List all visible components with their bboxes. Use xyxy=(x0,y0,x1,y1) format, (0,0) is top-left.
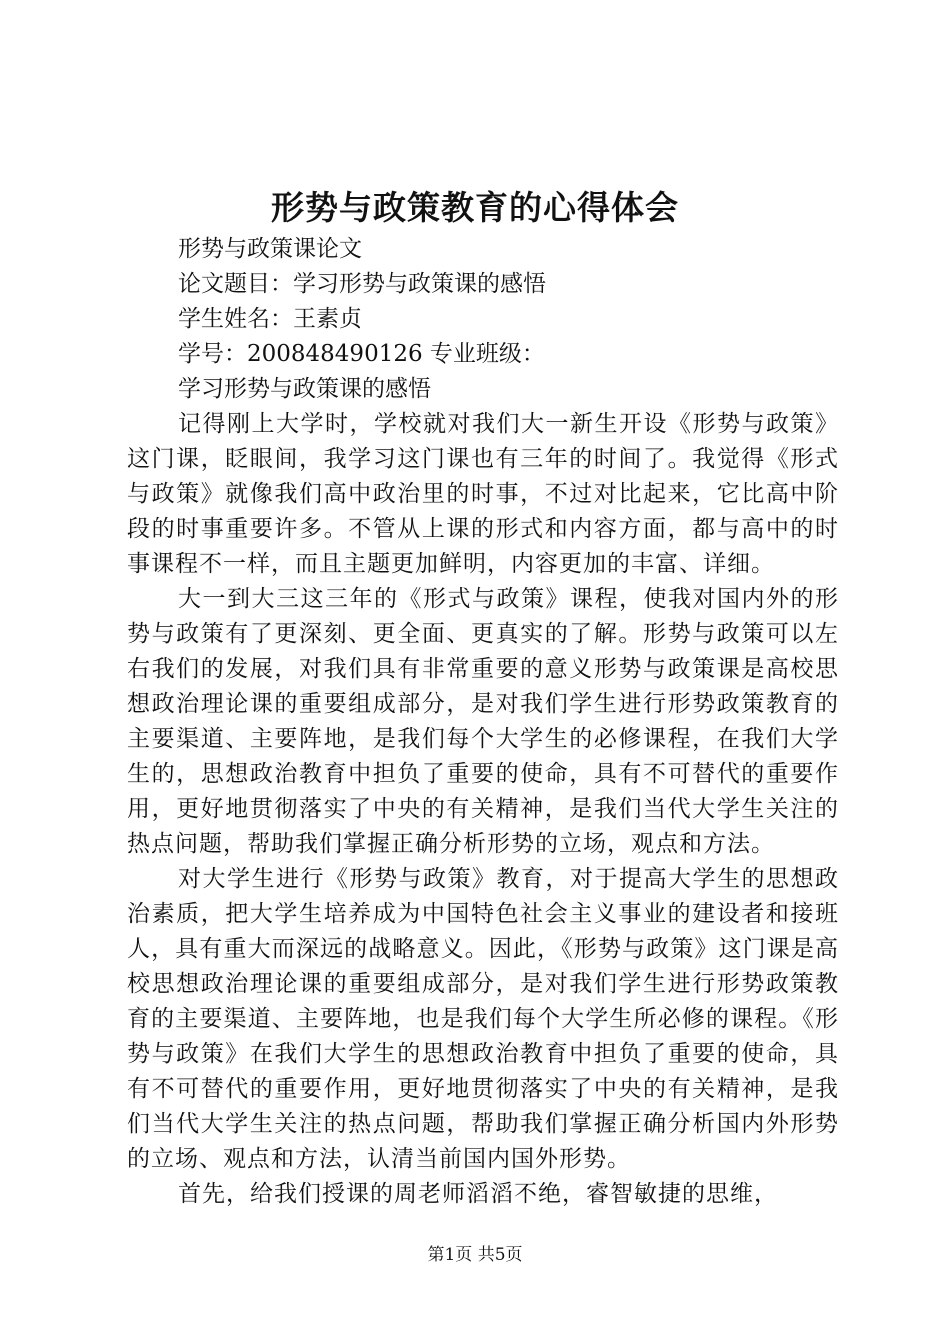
student-name-line: 学生姓名：王素贞 xyxy=(178,306,362,332)
document-body xyxy=(127,232,839,1212)
paper-type-line: 形势与政策课论文 xyxy=(178,236,362,262)
student-id-class-line: 学号：200848490126 专业班级： xyxy=(178,341,545,367)
paper-topic-line: 论文题目：学习形势与政策课的感悟 xyxy=(178,271,546,297)
document-title: 形势与政策教育的心得体会 xyxy=(271,188,679,227)
body-paragraph-1: 记得刚上大学时，学校就对我们大一新生开设《形势与政策》这门课，眨眼间，我学习这门课也有三年的时间了。我觉得《形式与政策》就像我们高中政治里的时事，不过对比起来，它比高中阶段的时事重要许多。不管从上课的形式和内容方面，都与高中的时事课程不一样，而且主题更加鲜明，内容更加的丰富、详细。 xyxy=(127,411,839,577)
body-paragraph-3: 对大学生进行《形势与政策》教育，对于提高大学生的思想政治素质，把大学生培养成为中国特色社会主义事业的建设者和接班人，具有重大而深远的战略意义。因此，《形势与政策》这门课是高校思想政治理论课的重要组成部分，是对我们学生进行形势政策教育的主要渠道、主要阵地，也是我们每个大学生所必修的课程。《形势与政策》在我们大学生的思想政治教育中担负了重要的使命，具有不可替代的重要作用，更好地贯彻落实了中央的有关精神，是我们当代大学生关注的热点问题，帮助我们掌握正确分析国内外形势的立场、观点和方法，认清当前国内国外形势。 xyxy=(127,866,839,1172)
body-paragraph-4: 首先，给我们授课的周老师滔滔不绝，睿智敏捷的思维， xyxy=(178,1181,778,1207)
essay-subtitle-line: 学习形势与政策课的感悟 xyxy=(178,376,431,402)
page-footer: 第1页 共5页 xyxy=(427,1245,523,1265)
body-paragraph-2: 大一到大三这三年的《形式与政策》课程，使我对国内外的形势与政策有了更深刻、更全面、更真实的了解。形势与政策可以左右我们的发展，对我们具有非常重要的意义形势与政策课是高校思想政治理论课的重要组成部分，是对我们学生进行形势政策教育的主要渠道、主要阵地，是我们每个大学生的必修课程，在我们大学生的，思想政治教育中担负了重要的使命，具有不可替代的重要作用，更好地贯彻落实了中央的有关精神，是我们当代大学生关注的热点问题，帮助我们掌握正确分析形势的立场，观点和方法。 xyxy=(127,586,839,857)
